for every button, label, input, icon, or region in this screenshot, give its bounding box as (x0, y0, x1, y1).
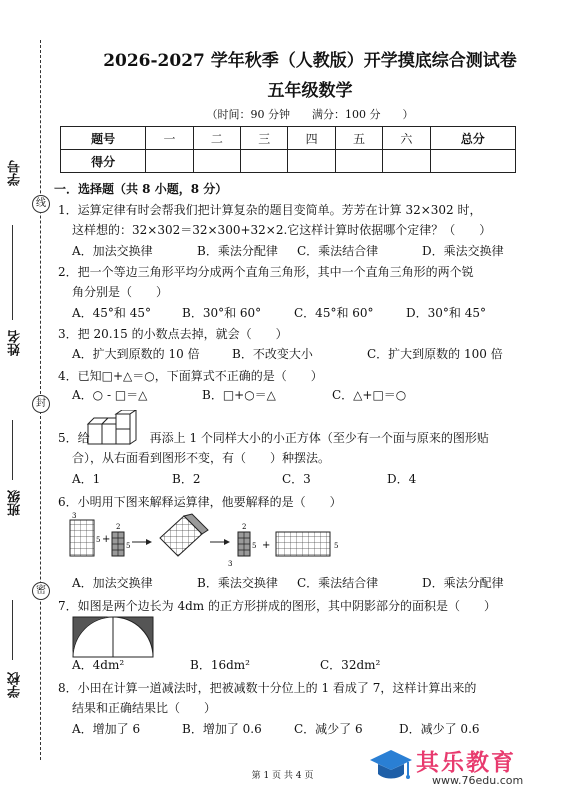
option-a[interactable]: A．加法交换律 (72, 244, 153, 258)
logo-text: 其乐教育 (416, 750, 516, 776)
binding-margin (0, 0, 48, 800)
student-number-label: 学号 (8, 160, 23, 186)
question-4-options (72, 386, 522, 403)
question-line: 3．把 20.15 的小数点去掉，就会（ ） (58, 327, 288, 341)
fig-label: 3 (72, 512, 77, 520)
question-line: 2．把一个等边三角形平均分成两个直角三角形，其中一个直角三角形的两个锐 (58, 265, 474, 279)
table-cell: 四 (288, 127, 335, 150)
question-7 (58, 596, 518, 616)
school-line (12, 600, 13, 660)
question-line: 8．小田在计算一道减法时，把被减数十分位上的 1 看成了 7，这样计算出来的 (58, 681, 477, 695)
option-d[interactable]: D．30°和 45° (406, 306, 486, 320)
option-b[interactable]: B．不改变大小 (232, 347, 313, 361)
exam-meta: （时间：90 分钟 满分：100 分 ） (206, 108, 414, 121)
fig-label: + (262, 540, 271, 551)
logo-url: www.76edu.com (432, 774, 524, 787)
score-input-cell[interactable] (241, 150, 288, 173)
exam-title: 2026-2027 学年秋季（人教版）开学摸底综合测试卷 (103, 51, 517, 71)
question-line: 5．给 再添上 1 个同样大小的小正方体（至少有一个面与原来的图形贴 (58, 431, 489, 445)
option-b[interactable]: B．增加了 0.6 (182, 722, 262, 736)
option-c[interactable]: C．扩大到原数的 100 倍 (367, 347, 503, 361)
question-7-options (72, 656, 522, 673)
question-5-options (72, 470, 522, 487)
line-mark: 线 (32, 195, 50, 213)
table-cell: 得分 (61, 150, 146, 173)
option-d[interactable]: D．减少了 0.6 (399, 722, 480, 736)
option-a[interactable]: A．4dm² (72, 658, 125, 672)
fig-label: + (102, 534, 111, 545)
table-cell: 总分 (430, 127, 515, 150)
score-table (60, 126, 516, 173)
score-input-cell[interactable] (430, 150, 515, 173)
question-line: 1．运算定律有时会帮我们把计算复杂的题目变简单。芳芳在计算 32×302 时， (58, 203, 482, 217)
question-6-options (72, 574, 522, 591)
option-b[interactable]: B．30°和 60° (182, 306, 262, 320)
option-c[interactable]: C．3 (282, 472, 311, 486)
option-b[interactable]: B．乘法交换律 (197, 576, 278, 590)
question-line: 6．小明用下图来解释运算律，他要解释的是（ ） (58, 495, 342, 509)
option-d[interactable]: D．乘法分配律 (422, 576, 504, 590)
question-8 (58, 678, 518, 718)
question-line: 4．已知□+△＝○，下面算式不正确的是（ ） (58, 369, 323, 383)
question-5 (58, 428, 518, 468)
option-c[interactable]: C．△+□＝○ (332, 388, 407, 402)
question-line: 合），从右面看到图形不变，有（ ）种摆法。 (72, 451, 331, 465)
graduation-cap-icon (368, 746, 414, 786)
question-4 (58, 366, 518, 386)
fig-label: 2 (116, 523, 121, 531)
score-input-cell[interactable] (383, 150, 430, 173)
fig-label: 2 (242, 523, 247, 531)
shaded-squares-figure (72, 616, 154, 658)
school-label: 学校 (8, 672, 23, 698)
option-c[interactable]: C．乘法结合律 (297, 576, 379, 590)
secret-mark: 密 (32, 582, 50, 600)
score-input-cell[interactable] (288, 150, 335, 173)
question-3 (58, 324, 518, 344)
table-cell: 二 (193, 127, 240, 150)
score-input-cell[interactable] (335, 150, 382, 173)
option-c[interactable]: C．乘法结合律 (297, 244, 379, 258)
option-d[interactable]: D．4 (387, 472, 417, 486)
option-a[interactable]: A．45°和 45° (72, 306, 152, 320)
option-a[interactable]: A．增加了 6 (72, 722, 141, 736)
fig-label: 5 (334, 542, 339, 550)
operation-law-figure (62, 512, 352, 570)
question-2-options (72, 304, 522, 321)
option-d[interactable]: D．乘法交换律 (422, 244, 504, 258)
question-line: 结果和正确结果比（ ） (72, 701, 217, 715)
option-c[interactable]: C．45°和 60° (294, 306, 374, 320)
score-table-header-row (61, 127, 516, 150)
class-line (12, 420, 13, 480)
score-input-cell[interactable] (193, 150, 240, 173)
score-table-score-row (61, 150, 516, 173)
score-input-cell[interactable] (146, 150, 193, 173)
table-cell: 题号 (61, 127, 146, 150)
fig-label: 5 (126, 542, 131, 550)
table-cell: 五 (335, 127, 382, 150)
fig-label: 3 (228, 560, 233, 568)
option-a[interactable]: A．○ - □＝△ (72, 388, 148, 402)
brand-logo[interactable] (368, 740, 563, 798)
question-1 (58, 200, 518, 240)
option-b[interactable]: B．□+○＝△ (202, 388, 276, 402)
option-b[interactable]: B．乘法分配律 (197, 244, 278, 258)
question-line: 这样想的：32×302＝32×300+32×2.它这样计算时依据哪个定律？（ ） (72, 223, 492, 237)
question-2 (58, 262, 518, 302)
option-b[interactable]: B．16dm² (190, 658, 250, 672)
page-footer: 第 1 页 共 4 页 (251, 771, 314, 781)
table-cell: 三 (241, 127, 288, 150)
option-a[interactable]: A．加法交换律 (72, 576, 153, 590)
class-label: 班级 (8, 490, 23, 516)
question-line: 7．如图是两个边长为 4dm 的正方形拼成的图形，其中阴影部分的面积是（ ） (58, 599, 496, 613)
question-1-options (72, 242, 522, 259)
name-label: 姓名 (8, 330, 23, 356)
question-line: 角分别是（ ） (72, 285, 169, 299)
option-a[interactable]: A．1 (72, 472, 101, 486)
option-a[interactable]: A．扩大到原数的 10 倍 (72, 347, 200, 361)
question-3-options (72, 345, 522, 362)
exam-subtitle: 五年级数学 (267, 81, 353, 101)
question-8-options (72, 720, 522, 737)
seal-mark: 封 (32, 395, 50, 413)
name-line (12, 260, 13, 320)
option-c[interactable]: C．32dm² (320, 658, 381, 672)
question-6 (58, 492, 518, 512)
section-heading: 一．选择题（共 8 小题，8 分） (54, 182, 228, 196)
table-cell: 一 (146, 127, 193, 150)
option-c[interactable]: C．减少了 6 (294, 722, 363, 736)
fig-label: 5 (96, 536, 101, 544)
table-cell: 六 (383, 127, 430, 150)
fig-label: 5 (252, 542, 257, 550)
option-b[interactable]: B．2 (172, 472, 201, 486)
